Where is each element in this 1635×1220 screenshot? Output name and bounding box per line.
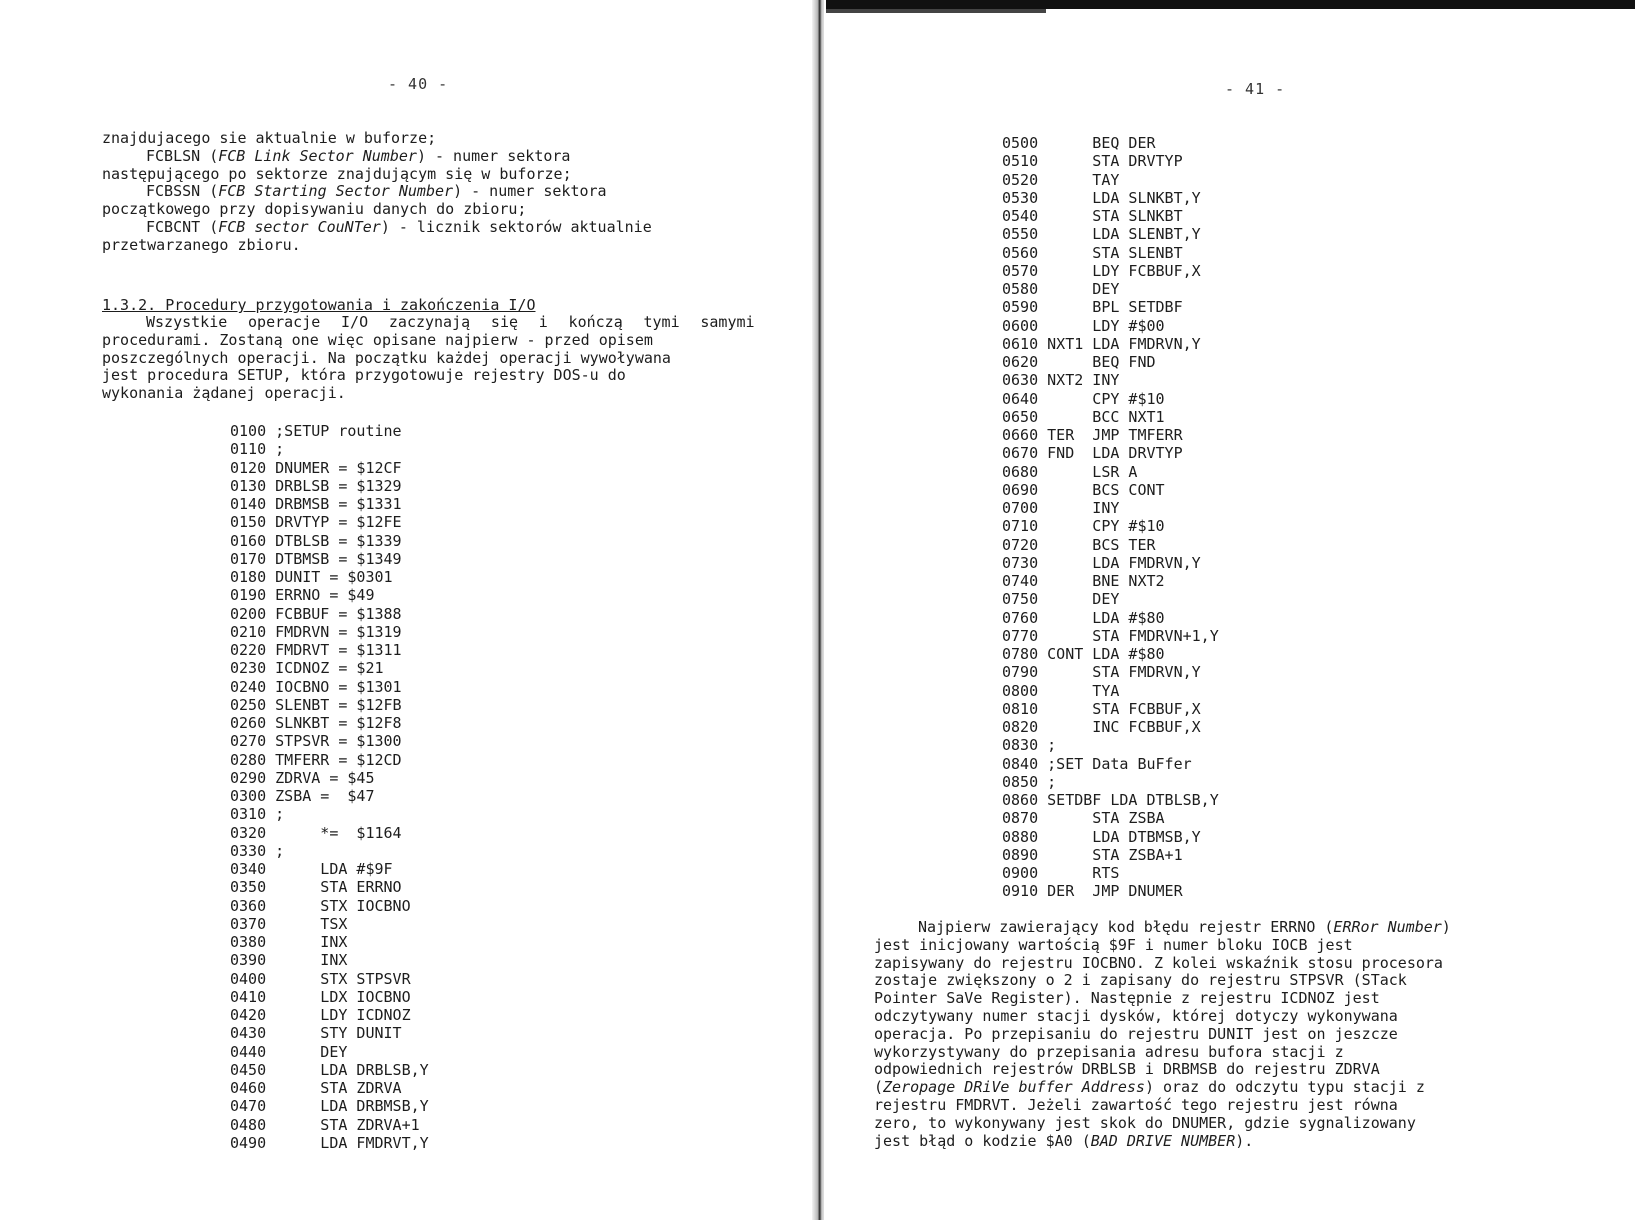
text-line: odpowiednich rejestrów DRBLSB i DRBMSB do rejestru ZDRVA (874, 1060, 1380, 1079)
code-line: 0570 LDY FCBBUF,X (1002, 261, 1201, 280)
code-line: 0460 STA ZDRVA (230, 1079, 402, 1097)
code-line: 0360 STX IOCBNO (230, 896, 411, 915)
text-line: Pointer SaVe Register). Następnie z rejestru ICDNOZ jest (874, 989, 1380, 1008)
left-page (0, 0, 815, 1220)
code-line: 0400 STX STPSVR (230, 969, 411, 988)
code-line: 0840 ;SET Data BuFfer (1002, 754, 1192, 773)
code-line: 0370 TSX (230, 914, 348, 933)
code-line: 0380 INX (230, 933, 348, 951)
intro-paragraph (102, 130, 778, 255)
code-line: 0350 STA ERRNO (230, 878, 402, 897)
code-line: 0820 INC FCBBUF,X (1002, 718, 1201, 736)
code-line: 0660 TER JMP TMFERR (1002, 426, 1183, 444)
code-line: 0480 STA ZDRVA+1 (230, 1115, 420, 1134)
code-line: 0810 STA FCBBUF,X (1002, 699, 1201, 718)
code-line: 0140 DRBMSB = $1331 (230, 495, 402, 513)
code-line: 0450 LDA DRBLSB,Y (230, 1060, 429, 1079)
code-line: 0310 ; (230, 805, 285, 824)
text-line: Najpierw zawierający kod błędu rejestr ERRNO (ERRor Number) (918, 918, 1451, 936)
text-line: jest procedura SETUP, która przygotowuje rejestry DOS-u do (102, 366, 626, 385)
code-line: 0340 LDA #$9F (230, 860, 393, 878)
code-line: 0240 IOCBNO = $1301 (230, 677, 402, 696)
section-heading: 1.3.2. Procedury przygotowania i zakończenia I/O (102, 296, 536, 314)
code-line: 0890 STA ZSBA+1 (1002, 845, 1183, 864)
code-line: 0740 BNE NXT2 (1002, 572, 1165, 590)
code-line: 0430 STY DUNIT (230, 1024, 402, 1043)
code-line: 0900 RTS (1002, 864, 1120, 882)
text-line: FCBSSN (FCB Starting Sector Number) - numer sektora (146, 182, 607, 201)
text-line: operacja. Po przepisaniu do rejestru DUNIT jest on jeszcze (874, 1024, 1398, 1043)
code-line: 0540 STA SLNKBT (1002, 207, 1183, 225)
code-line: 0300 ZSBA = $47 (230, 787, 375, 805)
code-line: 0230 ICDNOZ = $21 (230, 659, 384, 678)
code-line: 0610 NXT1 LDA FMDRVN,Y (1002, 334, 1201, 353)
code-line: 0210 FMDRVN = $1319 (230, 622, 402, 641)
code-line: 0490 LDA FMDRVT,Y (230, 1133, 429, 1152)
right-page (824, 0, 1635, 1220)
code-line: 0770 STA FMDRVN+1,Y (1002, 626, 1219, 645)
code-line: 0500 BEQ DER (1002, 134, 1156, 152)
description-paragraph (874, 919, 1596, 1150)
code-line: 0220 FMDRVT = $1311 (230, 641, 402, 659)
code-line: 0110 ; (230, 440, 285, 459)
setup-routine-listing (230, 422, 429, 1152)
code-line: 0180 DUNIT = $0301 (230, 568, 393, 586)
text-line: rejestru FMDRVT. Jeżeli zawartość tego rejestru jest równa (874, 1095, 1398, 1114)
code-line: 0830 ; (1002, 736, 1057, 755)
text-line: procedurami. Zostaną one więc opisane najpierw - przed opisem (102, 330, 653, 349)
code-line: 0330 ; (230, 841, 285, 860)
text-line: zostaje zwiększony o 2 i zapisany do rejestru STPSVR (STack (874, 971, 1407, 990)
text-line: wykorzystywany do przepisania adresu bufora stacji z (874, 1042, 1344, 1061)
code-line: 0120 DNUMER = $12CF (230, 458, 402, 477)
code-line: 0520 TAY (1002, 170, 1120, 189)
text-line: odczytywany numer stacji dysków, której dotyczy wykonywana (874, 1006, 1398, 1025)
text-line: poszczególnych operacji. Na początku każdej operacji wywoływana (102, 348, 671, 367)
page-number: - 41 - (1225, 80, 1286, 98)
code-line: 0190 ERRNO = $49 (230, 586, 375, 605)
text-line: znajdujacego sie aktualnie w buforze; (102, 129, 437, 147)
code-line: 0560 STA SLENBT (1002, 243, 1183, 262)
code-line: 0710 CPY #$10 (1002, 517, 1165, 536)
code-line: 0510 STA DRVTYP (1002, 152, 1183, 171)
code-line: 0260 SLNKBT = $12F8 (230, 714, 402, 732)
code-line: 0270 STPSVR = $1300 (230, 732, 402, 751)
text-line: następującego po sektorze znajdującym się w buforze; (102, 164, 572, 183)
scan-edge (826, 9, 1046, 13)
code-line: 0410 LDX IOCBNO (230, 987, 411, 1006)
routine-listing-continued (1002, 134, 1219, 901)
text-line: wykonania żądanej operacji. (102, 384, 346, 403)
text-line: FCBLSN (FCB Link Sector Number) - numer sektora (146, 146, 571, 165)
code-line: 0250 SLENBT = $12FB (230, 695, 402, 714)
code-line: 0910 DER JMP DNUMER (1002, 882, 1183, 901)
code-line: 0640 CPY #$10 (1002, 389, 1165, 408)
code-line: 0530 LDA SLNKBT,Y (1002, 188, 1201, 207)
code-line: 0850 ; (1002, 772, 1057, 791)
code-line: 0650 BCC NXT1 (1002, 407, 1165, 426)
code-line: 0630 NXT2 INY (1002, 371, 1120, 390)
code-line: 0390 INX (230, 951, 348, 970)
code-line: 0150 DRVTYP = $12FE (230, 513, 402, 532)
code-line: 0580 DEY (1002, 280, 1120, 298)
text-line: (Zeropage DRiVe buffer Address) oraz do odczytu typu stacji z (874, 1078, 1425, 1097)
text-line: przetwarzanego zbioru. (102, 235, 301, 254)
code-line: 0800 TYA (1002, 681, 1120, 700)
code-line: 0680 LSR A (1002, 462, 1138, 481)
code-line: 0590 BPL SETDBF (1002, 298, 1183, 317)
code-line: 0170 DTBMSB = $1349 (230, 549, 402, 568)
text-line: zero, to wykonywany jest skok do DNUMER, gdzie sygnalizowany (874, 1113, 1416, 1132)
code-line: 0700 INY (1002, 499, 1120, 517)
code-line: 0160 DTBLSB = $1339 (230, 531, 402, 550)
code-line: 0100 ;SETUP routine (230, 422, 402, 440)
code-line: 0720 BCS TER (1002, 535, 1156, 554)
text-line: zapisywany do rejestru IOCBNO. Z kolei wskaźnik stosu procesora (874, 953, 1443, 972)
section-paragraph (102, 314, 778, 403)
code-line: 0440 DEY (230, 1042, 348, 1061)
code-line: 0790 STA FMDRVN,Y (1002, 663, 1201, 682)
code-line: 0470 LDA DRBMSB,Y (230, 1097, 429, 1116)
text-line: Wszystkie operacje I/O zaczynają się i kończą tymi samymi (146, 313, 755, 331)
text-line: początkowego przy dopisywaniu danych do zbioru; (102, 200, 527, 219)
text-line: jest inicjowany wartością $9F i numer bloku IOCB jest (874, 935, 1353, 954)
code-line: 0860 SETDBF LDA DTBLSB,Y (1002, 791, 1219, 809)
code-line: 0870 STA ZSBA (1002, 809, 1165, 828)
code-line: 0690 BCS CONT (1002, 480, 1165, 499)
scan-edge (826, 0, 1635, 9)
code-line: 0130 DRBLSB = $1329 (230, 476, 402, 495)
code-line: 0750 DEY (1002, 590, 1120, 609)
code-line: 0880 LDA DTBMSB,Y (1002, 827, 1201, 846)
code-line: 0730 LDA FMDRVN,Y (1002, 553, 1201, 572)
code-line: 0620 BEQ FND (1002, 353, 1156, 371)
code-line: 0600 LDY #$00 (1002, 316, 1165, 335)
page-number: - 40 - (388, 75, 449, 93)
code-line: 0200 FCBBUF = $1388 (230, 604, 402, 623)
code-line: 0420 LDY ICDNOZ (230, 1006, 411, 1024)
text-line: FCBCNT (FCB sector CouNTer) - licznik sektorów aktualnie (146, 217, 652, 236)
code-line: 0760 LDA #$80 (1002, 608, 1165, 627)
code-line: 0780 CONT LDA #$80 (1002, 645, 1165, 663)
text-line: jest błąd o kodzie $A0 (BAD DRIVE NUMBER). (874, 1131, 1254, 1150)
code-line: 0670 FND LDA DRVTYP (1002, 444, 1183, 463)
code-line: 0290 ZDRVA = $45 (230, 768, 375, 787)
code-line: 0320 *= $1164 (230, 823, 402, 842)
code-line: 0280 TMFERR = $12CD (230, 750, 402, 769)
code-line: 0550 LDA SLENBT,Y (1002, 225, 1201, 244)
